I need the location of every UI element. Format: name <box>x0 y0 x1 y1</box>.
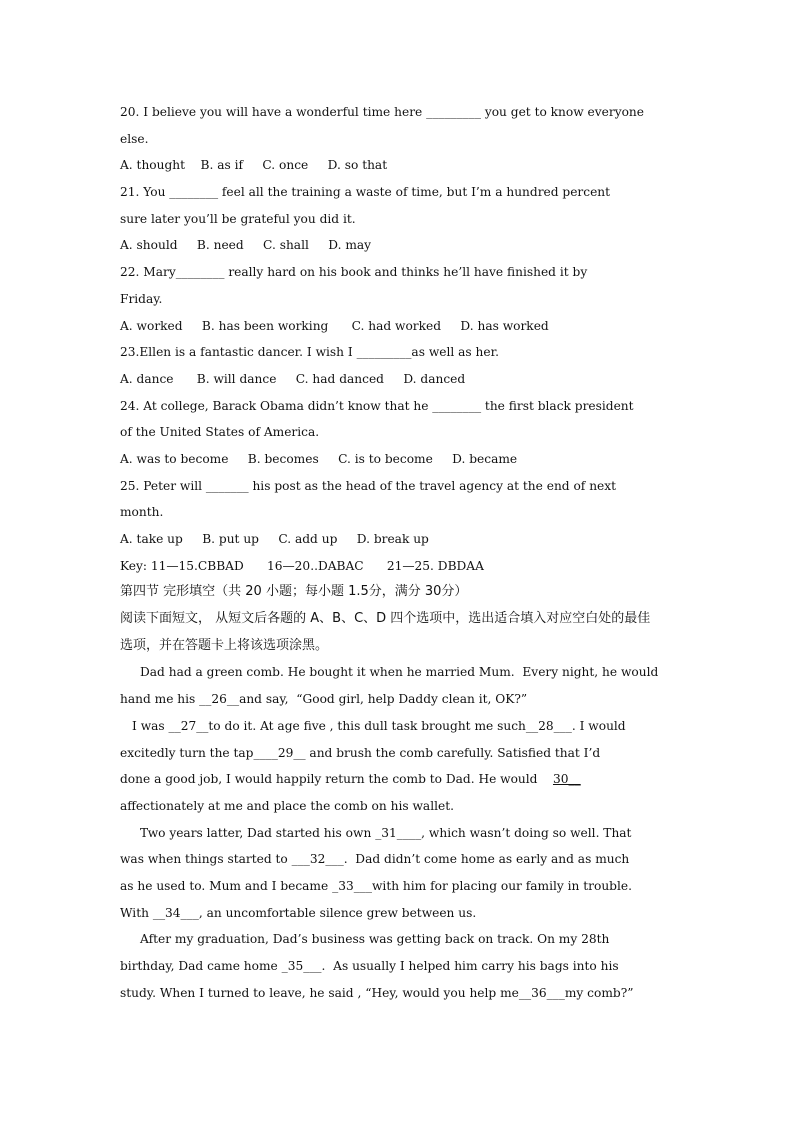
text: . As usually I helped him carry his bags into his <box>321 959 619 973</box>
text: With <box>120 905 153 920</box>
passage-p3-line3 <box>120 873 680 900</box>
blank-36: __36___ <box>518 985 565 1000</box>
text: and brush the comb carefully. Satisfied that I’d <box>305 745 601 760</box>
question-21-stem: 21. You ________ feel all the training a waste of time, but I’m a hundred percent <box>120 185 611 200</box>
text: . I would <box>571 718 626 733</box>
question-20-stem-cont: else. <box>120 131 149 146</box>
passage-p4-line3 <box>120 980 680 1007</box>
text: done a good job, I would happily return the comb to Dad. He would <box>120 772 553 787</box>
text: study. When I turned to leave, he said , “Hey, would you help me <box>120 985 519 1000</box>
answer-key: Key: 11—15.CBBAD 16—20..DABAC 21—25. DBDAA <box>120 558 484 573</box>
question-21-stem-cont: sure later you’ll be grateful you did it. <box>120 211 356 226</box>
passage-p1-line2 <box>120 686 680 713</box>
blank-26: __26__ <box>199 692 240 707</box>
blank-32: ___32___ <box>291 852 344 867</box>
text: . Dad didn’t come home as early and as much <box>343 852 630 867</box>
section-instruction: 阅读下面短文， 从短文后各题的 A、B、C、D 四个选项中，选出适合填入对应空白处的最佳 <box>120 611 651 627</box>
blank-29: ____29__ <box>253 745 306 760</box>
text: birthday, Dad came home <box>120 959 282 973</box>
blank-30: 30__ <box>552 772 581 787</box>
question-22-options: A. worked B. has been working C. had worked D. has worked <box>120 318 549 333</box>
passage-p4-line2 <box>120 953 680 980</box>
blank-35: _35___ <box>281 959 322 973</box>
passage-p2-line1 <box>120 713 680 740</box>
question-20-stem: 20. I believe you will have a wonderful time here _________ you get to know everyone <box>120 105 644 119</box>
section-instruction-cont: 选项，并在答题卡上将该选项涂黑。 <box>120 637 329 653</box>
question-25-stem-cont: month. <box>120 505 164 520</box>
passage-p3-line1 <box>120 820 680 847</box>
text: , which wasn’t doing so well. That <box>421 825 632 840</box>
text: to do it. At age five , this dull task brought me such <box>208 718 526 733</box>
passage-p2-line2 <box>120 740 680 767</box>
blank-34: __34___ <box>152 905 199 920</box>
blank-33: _33___ <box>332 878 372 893</box>
question-20-options: A. thought B. as if C. once D. so that <box>120 158 388 173</box>
passage-p4-line1: After my graduation, Dad’s business was getting back on track. On my 28th <box>140 932 610 947</box>
question-25-stem: 25. Peter will _______ his post as the head of the travel agency at the end of next <box>120 478 617 493</box>
text: Two years latter, Dad started his own <box>140 825 376 840</box>
text: hand me his <box>120 692 200 707</box>
passage-p3-line4 <box>120 900 680 927</box>
text: with him for placing our family in trouble. <box>371 878 632 893</box>
exam-page <box>120 99 680 1006</box>
question-24-stem-cont: of the United States of America. <box>120 425 320 440</box>
text: and say, “Good girl, help Daddy clean it, OK?” <box>239 692 528 707</box>
blank-28: __28___ <box>525 718 572 733</box>
passage-p2-line3 <box>120 766 680 793</box>
passage-p2-line4: affectionately at me and place the comb on his wallet. <box>120 798 454 813</box>
section-heading: 第四节 完形填空（共 20 小题；每小题 1.5分，满分 30分） <box>120 584 468 600</box>
blank-27: __27__ <box>168 718 209 733</box>
text: , an uncomfortable silence grew between us. <box>198 905 477 920</box>
text: excitedly turn the tap <box>120 745 254 760</box>
question-24-options: A. was to become B. becomes C. is to become D. became <box>120 451 518 466</box>
text: my comb?” <box>564 985 634 1000</box>
question-22-stem: 22. Mary________ really hard on his book and thinks he’ll have finished it by <box>120 265 588 280</box>
question-23-stem: 23.Ellen is a fantastic dancer. I wish I _________as well as her. <box>120 345 499 360</box>
text: was when things started to <box>120 852 292 867</box>
question-25-options: A. take up B. put up C. add up D. break up <box>120 532 429 546</box>
question-22-stem-cont: Friday. <box>120 291 163 306</box>
blank-31: _31____ <box>375 825 422 840</box>
question-24-stem: 24. At college, Barack Obama didn’t know that he ________ the first black president <box>120 398 634 413</box>
passage-p3-line2 <box>120 846 680 873</box>
question-21-options: A. should B. need C. shall D. may <box>120 238 372 253</box>
text: I was <box>132 718 169 733</box>
question-23-options: A. dance B. will dance C. had danced D. danced <box>120 371 466 386</box>
passage-p1-line1: Dad had a green comb. He bought it when he married Mum. Every night, he would <box>140 665 659 680</box>
text: as he used to. Mum and I became <box>120 878 333 893</box>
